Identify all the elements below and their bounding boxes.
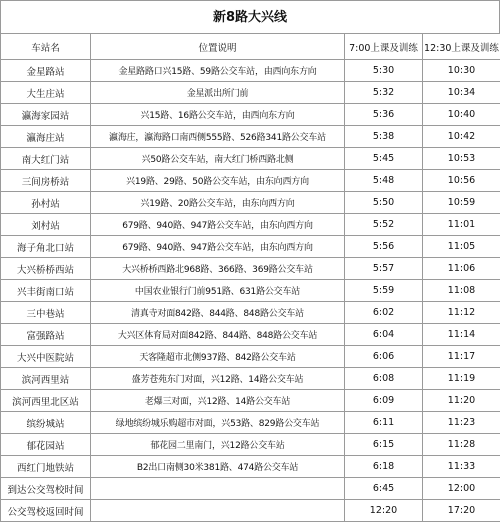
table-row <box>1 126 500 148</box>
morning-time-cell: 5:48 <box>345 170 423 192</box>
noon-time-cell: 11:20 <box>423 390 500 412</box>
noon-time-cell: 10:42 <box>423 126 500 148</box>
table-row <box>1 412 500 434</box>
noon-time-cell: 10:56 <box>423 170 500 192</box>
noon-time-cell: 10:34 <box>423 82 500 104</box>
station-name-cell: 到达公交驾校时间 <box>1 478 91 500</box>
noon-time-cell: 10:40 <box>423 104 500 126</box>
morning-time-cell: 6:02 <box>345 302 423 324</box>
table-row <box>1 258 500 280</box>
noon-time-cell: 11:19 <box>423 368 500 390</box>
morning-time-cell: 6:15 <box>345 434 423 456</box>
station-name-cell: 瀛海家园站 <box>1 104 91 126</box>
station-name-cell: 三间房桥站 <box>1 170 91 192</box>
location-cell: 兴19路、29路、50路公交车站，由东向西方向 <box>91 170 345 192</box>
station-name-cell: 缤纷城站 <box>1 412 91 434</box>
morning-time-cell: 5:52 <box>345 214 423 236</box>
table-row <box>1 302 500 324</box>
location-cell: 大兴区体育局对面842路、844路、848路公交车站 <box>91 324 345 346</box>
morning-time-cell: 6:18 <box>345 456 423 478</box>
morning-time-cell: 6:08 <box>345 368 423 390</box>
morning-time-cell: 5:32 <box>345 82 423 104</box>
header-location: 位置说明 <box>91 34 345 60</box>
sheet-title: 新8路大兴线 <box>0 0 500 33</box>
schedule-table <box>0 33 500 522</box>
location-cell: 瀛海庄，瀛海路口南西侧555路、526路341路公交车站 <box>91 126 345 148</box>
header-row <box>1 34 500 60</box>
location-cell: 兴50路公交车站，南大红门桥西路北侧 <box>91 148 345 170</box>
table-row <box>1 434 500 456</box>
location-cell: 老爆三对面，兴12路、14路公交车站 <box>91 390 345 412</box>
noon-time-cell: 11:08 <box>423 280 500 302</box>
location-cell: 兴19路、20路公交车站，由东向西方向 <box>91 192 345 214</box>
table-row <box>1 456 500 478</box>
station-name-cell: 滨河西里站 <box>1 368 91 390</box>
location-cell <box>91 500 345 522</box>
table-row <box>1 390 500 412</box>
morning-time-cell: 6:11 <box>345 412 423 434</box>
morning-time-cell: 5:30 <box>345 60 423 82</box>
station-name-cell: 大兴中医院站 <box>1 346 91 368</box>
location-cell: 盛芳苍苑东门对面，兴12路、14路公交车站 <box>91 368 345 390</box>
station-name-cell: 兴丰街南口站 <box>1 280 91 302</box>
location-cell: 中国农业银行门前951路、631路公交车站 <box>91 280 345 302</box>
location-cell: 大兴桥桥西路北968路、366路、369路公交车站 <box>91 258 345 280</box>
morning-time-cell: 6:09 <box>345 390 423 412</box>
location-cell: 郁花园二里南门，兴12路公交车站 <box>91 434 345 456</box>
table-row <box>1 148 500 170</box>
table-row <box>1 82 500 104</box>
station-name-cell: 大兴桥桥西站 <box>1 258 91 280</box>
noon-time-cell: 11:14 <box>423 324 500 346</box>
morning-time-cell: 5:57 <box>345 258 423 280</box>
location-cell: 兴15路、16路公交车站，由西向东方向 <box>91 104 345 126</box>
header-time-noon: 12:30上课及训练 <box>423 34 500 60</box>
morning-time-cell: 6:45 <box>345 478 423 500</box>
schedule-body <box>1 60 500 522</box>
noon-time-cell: 10:53 <box>423 148 500 170</box>
table-row <box>1 192 500 214</box>
table-row <box>1 104 500 126</box>
noon-time-cell: 11:05 <box>423 236 500 258</box>
noon-time-cell: 10:59 <box>423 192 500 214</box>
noon-time-cell: 11:01 <box>423 214 500 236</box>
location-cell: 679路、940路、947路公交车站，由东向西方向 <box>91 214 345 236</box>
table-row <box>1 280 500 302</box>
location-cell: 金星路路口兴15路、59路公交车站，由西向东方向 <box>91 60 345 82</box>
station-name-cell: 郁花园站 <box>1 434 91 456</box>
station-name-cell: 孙村站 <box>1 192 91 214</box>
morning-time-cell: 6:06 <box>345 346 423 368</box>
noon-time-cell: 11:23 <box>423 412 500 434</box>
location-cell: 天客隆超市北侧937路、842路公交车站 <box>91 346 345 368</box>
morning-time-cell: 6:04 <box>345 324 423 346</box>
station-name-cell: 金星路站 <box>1 60 91 82</box>
noon-time-cell: 12:00 <box>423 478 500 500</box>
noon-time-cell: 17:20 <box>423 500 500 522</box>
noon-time-cell: 11:06 <box>423 258 500 280</box>
noon-time-cell: 11:17 <box>423 346 500 368</box>
station-name-cell: 滨河西里北区站 <box>1 390 91 412</box>
table-row <box>1 170 500 192</box>
table-row <box>1 236 500 258</box>
location-cell: 679路、940路、947路公交车站，由东向西方向 <box>91 236 345 258</box>
location-cell: B2出口南侧30米381路、474路公交车站 <box>91 456 345 478</box>
morning-time-cell: 5:56 <box>345 236 423 258</box>
table-row <box>1 346 500 368</box>
station-name-cell: 南大红门站 <box>1 148 91 170</box>
table-row <box>1 368 500 390</box>
table-row <box>1 324 500 346</box>
location-cell <box>91 478 345 500</box>
morning-time-cell: 5:59 <box>345 280 423 302</box>
table-row <box>1 500 500 522</box>
station-name-cell: 海子角北口站 <box>1 236 91 258</box>
morning-time-cell: 12:20 <box>345 500 423 522</box>
location-cell: 绿地缤纷城乐购超市对面，兴53路、829路公交车站 <box>91 412 345 434</box>
morning-time-cell: 5:45 <box>345 148 423 170</box>
station-name-cell: 西红门地铁站 <box>1 456 91 478</box>
location-cell: 清真寺对面842路、844路、848路公交车站 <box>91 302 345 324</box>
station-name-cell: 公交驾校返回时间 <box>1 500 91 522</box>
station-name-cell: 富强路站 <box>1 324 91 346</box>
noon-time-cell: 10:30 <box>423 60 500 82</box>
morning-time-cell: 5:36 <box>345 104 423 126</box>
station-name-cell: 三中巷站 <box>1 302 91 324</box>
location-cell: 金星派出所门前 <box>91 82 345 104</box>
morning-time-cell: 5:38 <box>345 126 423 148</box>
noon-time-cell: 11:33 <box>423 456 500 478</box>
station-name-cell: 瀛海庄站 <box>1 126 91 148</box>
station-name-cell: 大生庄站 <box>1 82 91 104</box>
table-row <box>1 60 500 82</box>
header-station: 车站名 <box>1 34 91 60</box>
header-time-morning: 7:00上课及训练 <box>345 34 423 60</box>
table-row <box>1 478 500 500</box>
morning-time-cell: 5:50 <box>345 192 423 214</box>
table-row <box>1 214 500 236</box>
station-name-cell: 刘村站 <box>1 214 91 236</box>
noon-time-cell: 11:28 <box>423 434 500 456</box>
noon-time-cell: 11:12 <box>423 302 500 324</box>
